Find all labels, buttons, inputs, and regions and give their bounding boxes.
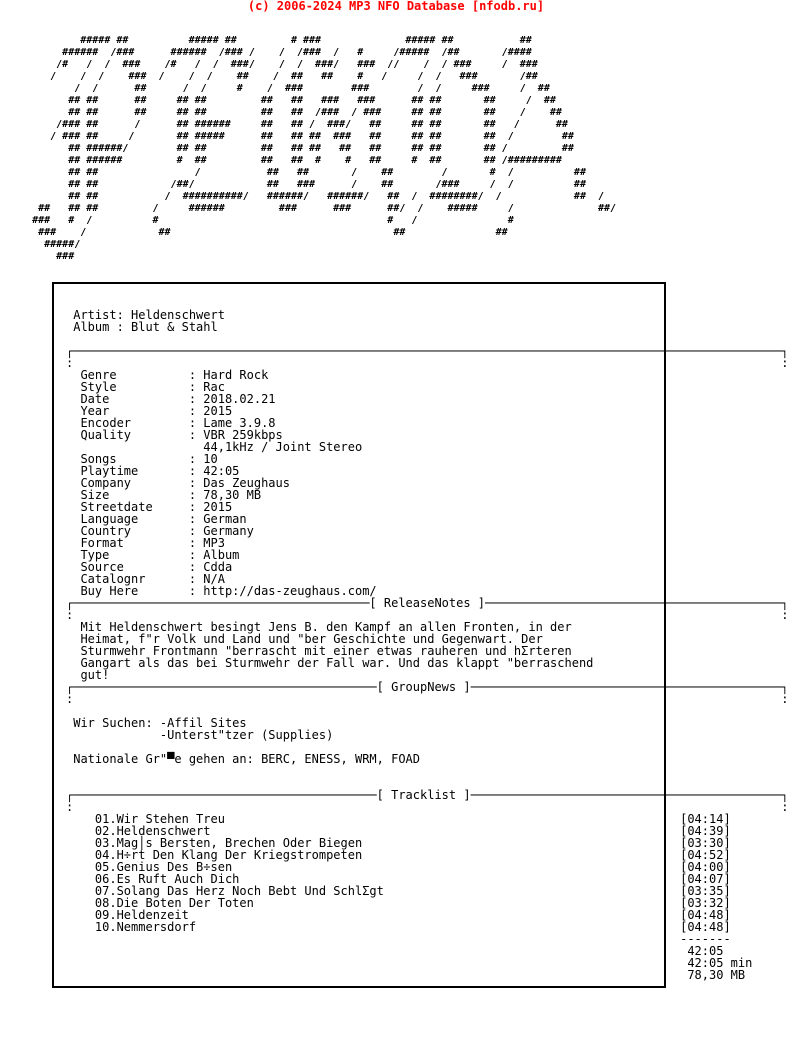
box-side-border: : : — [66, 800, 789, 814]
logo-line: ##### ## ##### ## # ### ##### ## ## — [8, 35, 532, 46]
info-row-company: Company : Das Zeughaus — [66, 476, 290, 490]
track-row: 05.Genius Des B÷sen [04:00] — [66, 860, 731, 874]
info-row-genre: Genre : Hard Rock — [66, 368, 269, 382]
logo-line: ###### /### ###### /### / / /### / # /##### /## /#### — [8, 47, 532, 58]
logo-line: ## ## / ##########/ ######/ ######/ ## / ########/ / ## / — [8, 191, 605, 202]
logo-line: ### / ## ## ## — [8, 227, 508, 238]
releasenotes-line: Mit Heldenschwert besingt Jens B. den Kampf an allen Fronten, in der — [66, 620, 572, 634]
track-row: 09.Heldenzeit [04:48] — [66, 908, 731, 922]
logo-line: / / / ### / / / ## / ## ## # / / / ### /## — [8, 71, 538, 82]
tracklist-total-min: 42:05 min — [66, 956, 753, 970]
info-row-quality: Quality : VBR 259kbps — [66, 428, 283, 442]
groupnews-line: -Unterst"tzer (Supplies) — [66, 728, 334, 742]
tracklist-total-size: 78,30 MB — [66, 968, 746, 982]
box-side-border: : : — [66, 692, 789, 706]
box-side-border: : : — [66, 608, 789, 622]
track-row: 04.H÷rt Den Klang Der Kriegstrompeten [04:52] — [66, 848, 731, 862]
info-row-type: Type : Album — [66, 548, 240, 562]
logo-line: ## ## / ## ## / ## / # / ## — [8, 167, 586, 178]
groupnews-header: ┌──────────────────────────────────────────[ GroupNews ]───────────────────────────────────────────┐ — [66, 680, 789, 694]
logo-line: ## ###### # ## ## ## # # ## # ## ## /######### — [8, 155, 562, 166]
logo-line: / ### ## / ## ##### ## ## ## ### ## ## ## ## / ## — [8, 131, 574, 142]
logo-line: ### — [8, 251, 75, 262]
info-row-buy-here: Buy Here : http://das-zeughaus.com/ — [66, 584, 377, 598]
logo-line: ## ## ## ## ## ## ## /### / ### ## ## ## / ## — [8, 107, 562, 118]
releasenotes-line: Heimat, f"r Volk und Land und "ber Geschichte und Gegenwart. Der — [66, 632, 543, 646]
info-row-extra: 44,1kHz / Joint Stereo — [66, 440, 363, 454]
info-row-size: Size : 78,30 MB — [66, 488, 262, 502]
tracklist-separator: ------- — [66, 932, 731, 946]
track-row: 07.Solang Das Herz Noch Bebt Und SchlΣgt [03:35] — [66, 884, 731, 898]
releasenotes-header: ┌─────────────────────────────────────────[ ReleaseNotes ]─────────────────────────────────────────┐ — [66, 596, 789, 610]
groupnews-line: Wir Suchen: -Affil Sites — [66, 716, 247, 730]
groupnews-line — [66, 765, 788, 777]
info-row-source: Source : Cdda — [66, 560, 233, 574]
logo-line: #####/ — [8, 239, 81, 250]
site-header: (c) 2006-2024 MP3 NFO Database [nfodb.ru] — [247, 0, 545, 13]
tracklist-total-time: 42:05 — [66, 944, 724, 958]
info-row-encoder: Encoder : Lame 3.9.8 — [66, 416, 276, 430]
groupnews-line: Nationale Gr"▀e gehen an: BERC, ENESS, WRM, FOAD — [66, 752, 421, 766]
releasenotes-line: gut! — [66, 668, 110, 682]
artist-line: Artist: Heldenschwert — [66, 308, 225, 322]
nfo-content — [66, 297, 788, 981]
info-row-format: Format : MP3 — [66, 536, 225, 550]
track-row: 01.Wir Stehen Treu [04:14] — [66, 812, 731, 826]
tracklist-header: ┌──────────────────────────────────────────[ Tracklist ]───────────────────────────────────────────┐ — [66, 788, 789, 802]
releasenotes-line: Sturmwehr Frontmann "berrascht mit einer etwas rauheren und hΣrteren — [66, 644, 572, 658]
info-row-streetdate: Streetdate : 2015 — [66, 500, 233, 514]
logo-line: ## ## /##/ ## ### / ## /### / / ## — [8, 179, 586, 190]
logo-line: ## ## ## ## ## ## ## ### ### ## ## ## / ## — [8, 95, 556, 106]
ascii-art-logo — [8, 35, 616, 263]
info-row-songs: Songs : 10 — [66, 452, 218, 466]
logo-line: /# / / ### /# / / ###/ / / ###/ ### // / / ### / ### — [8, 59, 538, 70]
logo-line: ## ## ## / ###### ### ### ##/ / ##### / ##/ — [8, 203, 617, 214]
info-row-language: Language : German — [66, 512, 247, 526]
info-row-country: Country : Germany — [66, 524, 254, 538]
info-row-style: Style : Rac — [66, 380, 225, 394]
logo-line: / / ## / / # / ### ### / / ### / ## — [8, 83, 550, 94]
info-row-playtime: Playtime : 42:05 — [66, 464, 240, 478]
logo-line: ## ######/ ## ## ## ## ## ## ## ## ## ## / ## — [8, 143, 574, 154]
releasenotes-line: Gangart als das bei Sturmwehr der Fall war. Und das klappt "berraschend — [66, 656, 594, 670]
track-row: 08.Die Boten Der Toten [03:32] — [66, 896, 731, 910]
album-line: Album : Blut & Stahl — [66, 320, 218, 334]
track-row: 06.Es Ruft Auch Dich [04:07] — [66, 872, 731, 886]
info-row-date: Date : 2018.02.21 — [66, 392, 276, 406]
box-top-border: ┌──────────────────────────────────────────────────────────────────────────────────────────────────┐ — [66, 344, 789, 358]
track-row: 02.Heldenschwert [04:39] — [66, 824, 731, 838]
info-row-catalognr: Catalognr : N/A — [66, 572, 225, 586]
logo-line: ### # / # # / # — [8, 215, 514, 226]
logo-line: /### ## / ## ###### ## ## / ###/ ## ## ## ## / ## — [8, 119, 568, 130]
box-side-border: : : — [66, 356, 789, 370]
info-row-year: Year : 2015 — [66, 404, 233, 418]
track-row: 10.Nemmersdorf [04:48] — [66, 920, 731, 934]
track-row: 03.Mag│s Bersten, Brechen Oder Biegen [03:30] — [66, 836, 731, 850]
